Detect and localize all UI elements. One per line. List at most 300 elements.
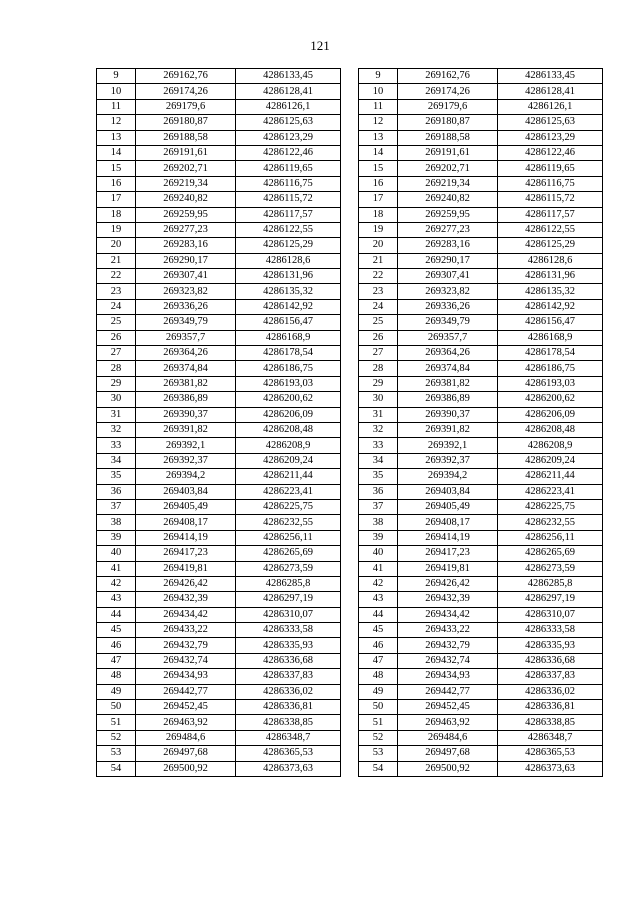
x-coordinate-cell: 269188,58 (136, 130, 236, 145)
table-row (359, 592, 603, 607)
point-number-cell: 34 (97, 453, 136, 468)
table-row (97, 192, 341, 207)
point-number-cell: 14 (97, 145, 136, 160)
point-number-cell: 52 (97, 730, 136, 745)
point-number-cell: 23 (97, 284, 136, 299)
x-coordinate-cell: 269408,17 (136, 515, 236, 530)
table-row (97, 376, 341, 391)
table-row (359, 238, 603, 253)
x-coordinate-cell: 269434,93 (398, 669, 498, 684)
table-row (97, 253, 341, 268)
point-number-cell: 11 (97, 99, 136, 114)
table-row (97, 222, 341, 237)
y-coordinate-cell: 4286208,9 (498, 438, 603, 453)
table-row (97, 592, 341, 607)
table-row (97, 561, 341, 576)
x-coordinate-cell: 269391,82 (398, 422, 498, 437)
y-coordinate-cell: 4286193,03 (236, 376, 341, 391)
point-number-cell: 54 (97, 761, 136, 776)
point-number-cell: 36 (97, 484, 136, 499)
x-coordinate-cell: 269202,71 (136, 161, 236, 176)
x-coordinate-cell: 269500,92 (136, 761, 236, 776)
x-coordinate-cell: 269432,39 (136, 592, 236, 607)
table-row (97, 346, 341, 361)
point-number-cell: 20 (359, 238, 398, 253)
y-coordinate-cell: 4286135,32 (498, 284, 603, 299)
table-row (359, 499, 603, 514)
table-row (97, 761, 341, 776)
y-coordinate-cell: 4286168,9 (236, 330, 341, 345)
x-coordinate-cell: 269433,22 (136, 623, 236, 638)
point-number-cell: 12 (97, 115, 136, 130)
y-coordinate-cell: 4286211,44 (236, 469, 341, 484)
point-number-cell: 12 (359, 115, 398, 130)
table-row (359, 192, 603, 207)
table-row (359, 715, 603, 730)
x-coordinate-cell: 269390,37 (136, 407, 236, 422)
table-row (97, 730, 341, 745)
point-number-cell: 19 (359, 222, 398, 237)
point-number-cell: 16 (97, 176, 136, 191)
x-coordinate-cell: 269202,71 (398, 161, 498, 176)
point-number-cell: 15 (97, 161, 136, 176)
point-number-cell: 45 (97, 623, 136, 638)
x-coordinate-cell: 269283,16 (398, 238, 498, 253)
point-number-cell: 32 (97, 422, 136, 437)
table-row (359, 561, 603, 576)
x-coordinate-cell: 269403,84 (398, 484, 498, 499)
x-coordinate-cell: 269419,81 (136, 561, 236, 576)
y-coordinate-cell: 4286115,72 (498, 192, 603, 207)
point-number-cell: 37 (97, 499, 136, 514)
y-coordinate-cell: 4286223,41 (236, 484, 341, 499)
y-coordinate-cell: 4286365,53 (236, 746, 341, 761)
table-row (97, 499, 341, 514)
table-row (359, 161, 603, 176)
table-row (97, 238, 341, 253)
table-row (97, 576, 341, 591)
y-coordinate-cell: 4286123,29 (498, 130, 603, 145)
y-coordinate-cell: 4286337,83 (498, 669, 603, 684)
x-coordinate-cell: 269442,77 (136, 684, 236, 699)
x-coordinate-cell: 269391,82 (136, 422, 236, 437)
y-coordinate-cell: 4286336,02 (498, 684, 603, 699)
point-number-cell: 47 (359, 653, 398, 668)
point-number-cell: 29 (359, 376, 398, 391)
point-number-cell: 14 (359, 145, 398, 160)
point-number-cell: 19 (97, 222, 136, 237)
x-coordinate-cell: 269180,87 (398, 115, 498, 130)
x-coordinate-cell: 269283,16 (136, 238, 236, 253)
x-coordinate-cell: 269484,6 (136, 730, 236, 745)
point-number-cell: 42 (359, 576, 398, 591)
point-number-cell: 28 (359, 361, 398, 376)
table-row (97, 623, 341, 638)
y-coordinate-cell: 4286122,46 (498, 145, 603, 160)
table-row (97, 607, 341, 622)
table-row (359, 222, 603, 237)
y-coordinate-cell: 4286126,1 (498, 99, 603, 114)
point-number-cell: 17 (359, 192, 398, 207)
point-number-cell: 43 (97, 592, 136, 607)
x-coordinate-cell: 269277,23 (136, 222, 236, 237)
point-number-cell: 21 (97, 253, 136, 268)
x-coordinate-cell: 269179,6 (398, 99, 498, 114)
x-coordinate-cell: 269414,19 (398, 530, 498, 545)
x-coordinate-cell: 269349,79 (136, 315, 236, 330)
y-coordinate-cell: 4286336,02 (236, 684, 341, 699)
point-number-cell: 13 (97, 130, 136, 145)
table-row (97, 469, 341, 484)
point-number-cell: 29 (97, 376, 136, 391)
x-coordinate-cell: 269191,61 (136, 145, 236, 160)
point-number-cell: 40 (359, 546, 398, 561)
y-coordinate-cell: 4286336,68 (498, 653, 603, 668)
point-number-cell: 54 (359, 761, 398, 776)
x-coordinate-cell: 269307,41 (136, 269, 236, 284)
y-coordinate-cell: 4286117,57 (236, 207, 341, 222)
x-coordinate-cell: 269426,42 (398, 576, 498, 591)
table-row (97, 715, 341, 730)
point-number-cell: 48 (359, 669, 398, 684)
y-coordinate-cell: 4286117,57 (498, 207, 603, 222)
point-number-cell: 16 (359, 176, 398, 191)
table-row (359, 469, 603, 484)
point-number-cell: 30 (359, 392, 398, 407)
point-number-cell: 24 (359, 299, 398, 314)
table-row (97, 130, 341, 145)
table-row (359, 484, 603, 499)
point-number-cell: 20 (97, 238, 136, 253)
x-coordinate-cell: 269219,34 (136, 176, 236, 191)
point-number-cell: 34 (359, 453, 398, 468)
x-coordinate-cell: 269179,6 (136, 99, 236, 114)
y-coordinate-cell: 4286115,72 (236, 192, 341, 207)
x-coordinate-cell: 269419,81 (398, 561, 498, 576)
table-row (359, 638, 603, 653)
point-number-cell: 43 (359, 592, 398, 607)
x-coordinate-cell: 269357,7 (398, 330, 498, 345)
y-coordinate-cell: 4286310,07 (498, 607, 603, 622)
table-row (97, 484, 341, 499)
table-row (359, 653, 603, 668)
point-number-cell: 31 (97, 407, 136, 422)
x-coordinate-cell: 269392,1 (398, 438, 498, 453)
y-coordinate-cell: 4286116,75 (236, 176, 341, 191)
x-coordinate-cell: 269374,84 (136, 361, 236, 376)
y-coordinate-cell: 4286122,55 (236, 222, 341, 237)
table-row (97, 145, 341, 160)
y-coordinate-cell: 4286336,81 (236, 700, 341, 715)
x-coordinate-cell: 269290,17 (136, 253, 236, 268)
table-row (359, 530, 603, 545)
point-number-cell: 26 (97, 330, 136, 345)
x-coordinate-cell: 269374,84 (398, 361, 498, 376)
x-coordinate-cell: 269432,79 (398, 638, 498, 653)
y-coordinate-cell: 4286131,96 (498, 269, 603, 284)
x-coordinate-cell: 269390,37 (398, 407, 498, 422)
x-coordinate-cell: 269162,76 (398, 69, 498, 84)
point-number-cell: 15 (359, 161, 398, 176)
table-row (359, 361, 603, 376)
x-coordinate-cell: 269349,79 (398, 315, 498, 330)
x-coordinate-cell: 269364,26 (136, 346, 236, 361)
table-row (359, 130, 603, 145)
table-row (359, 422, 603, 437)
coordinates-table-left (96, 68, 341, 777)
x-coordinate-cell: 269394,2 (398, 469, 498, 484)
table-row (359, 623, 603, 638)
x-coordinate-cell: 269386,89 (398, 392, 498, 407)
table-row (359, 376, 603, 391)
table-row (359, 69, 603, 84)
x-coordinate-cell: 269452,45 (398, 700, 498, 715)
point-number-cell: 40 (97, 546, 136, 561)
y-coordinate-cell: 4286208,9 (236, 438, 341, 453)
y-coordinate-cell: 4286186,75 (236, 361, 341, 376)
table-row (359, 269, 603, 284)
x-coordinate-cell: 269434,93 (136, 669, 236, 684)
y-coordinate-cell: 4286223,41 (498, 484, 603, 499)
point-number-cell: 27 (359, 346, 398, 361)
point-number-cell: 25 (359, 315, 398, 330)
x-coordinate-cell: 269500,92 (398, 761, 498, 776)
y-coordinate-cell: 4286128,41 (236, 84, 341, 99)
y-coordinate-cell: 4286131,96 (236, 269, 341, 284)
table-row (97, 438, 341, 453)
x-coordinate-cell: 269414,19 (136, 530, 236, 545)
table-row (359, 576, 603, 591)
coordinates-table-right-body (359, 69, 603, 777)
point-number-cell: 24 (97, 299, 136, 314)
table-row (97, 176, 341, 191)
y-coordinate-cell: 4286285,8 (498, 576, 603, 591)
table-row (359, 284, 603, 299)
y-coordinate-cell: 4286336,81 (498, 700, 603, 715)
point-number-cell: 28 (97, 361, 136, 376)
y-coordinate-cell: 4286273,59 (236, 561, 341, 576)
point-number-cell: 38 (359, 515, 398, 530)
table-row (97, 530, 341, 545)
point-number-cell: 30 (97, 392, 136, 407)
x-coordinate-cell: 269433,22 (398, 623, 498, 638)
point-number-cell: 31 (359, 407, 398, 422)
y-coordinate-cell: 4286348,7 (498, 730, 603, 745)
y-coordinate-cell: 4286297,19 (236, 592, 341, 607)
point-number-cell: 46 (359, 638, 398, 653)
point-number-cell: 9 (97, 69, 136, 84)
table-row (359, 669, 603, 684)
point-number-cell: 42 (97, 576, 136, 591)
point-number-cell: 35 (97, 469, 136, 484)
point-number-cell: 37 (359, 499, 398, 514)
y-coordinate-cell: 4286232,55 (498, 515, 603, 530)
page-number: 121 (310, 38, 330, 53)
point-number-cell: 49 (97, 684, 136, 699)
table-row (359, 299, 603, 314)
y-coordinate-cell: 4286156,47 (498, 315, 603, 330)
point-number-cell: 22 (359, 269, 398, 284)
point-number-cell: 9 (359, 69, 398, 84)
table-row (359, 407, 603, 422)
table-row (97, 684, 341, 699)
x-coordinate-cell: 269497,68 (398, 746, 498, 761)
point-number-cell: 17 (97, 192, 136, 207)
x-coordinate-cell: 269417,23 (398, 546, 498, 561)
table-row (359, 115, 603, 130)
x-coordinate-cell: 269432,74 (136, 653, 236, 668)
table-row (359, 700, 603, 715)
point-number-cell: 50 (97, 700, 136, 715)
point-number-cell: 52 (359, 730, 398, 745)
y-coordinate-cell: 4286142,92 (498, 299, 603, 314)
table-row (97, 99, 341, 114)
table-row (359, 99, 603, 114)
y-coordinate-cell: 4286193,03 (498, 376, 603, 391)
point-number-cell: 53 (359, 746, 398, 761)
y-coordinate-cell: 4286348,7 (236, 730, 341, 745)
y-coordinate-cell: 4286211,44 (498, 469, 603, 484)
x-coordinate-cell: 269188,58 (398, 130, 498, 145)
y-coordinate-cell: 4286333,58 (498, 623, 603, 638)
table-row (97, 69, 341, 84)
point-number-cell: 44 (359, 607, 398, 622)
point-number-cell: 46 (97, 638, 136, 653)
x-coordinate-cell: 269408,17 (398, 515, 498, 530)
x-coordinate-cell: 269392,37 (136, 453, 236, 468)
point-number-cell: 51 (359, 715, 398, 730)
y-coordinate-cell: 4286135,32 (236, 284, 341, 299)
table-row (359, 546, 603, 561)
point-number-cell: 22 (97, 269, 136, 284)
table-row (97, 207, 341, 222)
y-coordinate-cell: 4286285,8 (236, 576, 341, 591)
point-number-cell: 27 (97, 346, 136, 361)
x-coordinate-cell: 269259,95 (398, 207, 498, 222)
point-number-cell: 35 (359, 469, 398, 484)
x-coordinate-cell: 269381,82 (136, 376, 236, 391)
x-coordinate-cell: 269392,1 (136, 438, 236, 453)
table-row (359, 438, 603, 453)
y-coordinate-cell: 4286128,6 (498, 253, 603, 268)
coordinates-table-left-body (97, 69, 341, 777)
point-number-cell: 44 (97, 607, 136, 622)
y-coordinate-cell: 4286122,46 (236, 145, 341, 160)
point-number-cell: 33 (359, 438, 398, 453)
point-number-cell: 53 (97, 746, 136, 761)
table-row (97, 638, 341, 653)
x-coordinate-cell: 269432,39 (398, 592, 498, 607)
y-coordinate-cell: 4286168,9 (498, 330, 603, 345)
y-coordinate-cell: 4286337,83 (236, 669, 341, 684)
x-coordinate-cell: 269174,26 (136, 84, 236, 99)
x-coordinate-cell: 269277,23 (398, 222, 498, 237)
point-number-cell: 18 (359, 207, 398, 222)
x-coordinate-cell: 269162,76 (136, 69, 236, 84)
point-number-cell: 10 (97, 84, 136, 99)
table-row (359, 315, 603, 330)
y-coordinate-cell: 4286208,48 (236, 422, 341, 437)
y-coordinate-cell: 4286125,29 (236, 238, 341, 253)
table-row (359, 207, 603, 222)
table-row (97, 746, 341, 761)
x-coordinate-cell: 269174,26 (398, 84, 498, 99)
x-coordinate-cell: 269336,26 (136, 299, 236, 314)
point-number-cell: 21 (359, 253, 398, 268)
x-coordinate-cell: 269240,82 (398, 192, 498, 207)
x-coordinate-cell: 269323,82 (136, 284, 236, 299)
point-number-cell: 48 (97, 669, 136, 684)
y-coordinate-cell: 4286125,29 (498, 238, 603, 253)
x-coordinate-cell: 269357,7 (136, 330, 236, 345)
table-row (97, 669, 341, 684)
table-row (97, 700, 341, 715)
point-number-cell: 26 (359, 330, 398, 345)
point-number-cell: 49 (359, 684, 398, 699)
table-row (97, 269, 341, 284)
y-coordinate-cell: 4286206,09 (498, 407, 603, 422)
table-row (359, 453, 603, 468)
point-number-cell: 11 (359, 99, 398, 114)
y-coordinate-cell: 4286119,65 (236, 161, 341, 176)
x-coordinate-cell: 269259,95 (136, 207, 236, 222)
x-coordinate-cell: 269497,68 (136, 746, 236, 761)
point-number-cell: 32 (359, 422, 398, 437)
x-coordinate-cell: 269405,49 (136, 499, 236, 514)
y-coordinate-cell: 4286125,63 (498, 115, 603, 130)
x-coordinate-cell: 269364,26 (398, 346, 498, 361)
point-number-cell: 18 (97, 207, 136, 222)
table-row (97, 392, 341, 407)
y-coordinate-cell: 4286209,24 (236, 453, 341, 468)
y-coordinate-cell: 4286200,62 (498, 392, 603, 407)
y-coordinate-cell: 4286133,45 (236, 69, 341, 84)
x-coordinate-cell: 269394,2 (136, 469, 236, 484)
table-row (359, 746, 603, 761)
y-coordinate-cell: 4286142,92 (236, 299, 341, 314)
table-row (97, 315, 341, 330)
point-number-cell: 39 (359, 530, 398, 545)
x-coordinate-cell: 269386,89 (136, 392, 236, 407)
table-row (359, 607, 603, 622)
x-coordinate-cell: 269180,87 (136, 115, 236, 130)
table-row (97, 515, 341, 530)
point-number-cell: 41 (359, 561, 398, 576)
y-coordinate-cell: 4286265,69 (498, 546, 603, 561)
x-coordinate-cell: 269336,26 (398, 299, 498, 314)
table-row (359, 84, 603, 99)
table-row (359, 684, 603, 699)
y-coordinate-cell: 4286123,29 (236, 130, 341, 145)
x-coordinate-cell: 269240,82 (136, 192, 236, 207)
point-number-cell: 13 (359, 130, 398, 145)
y-coordinate-cell: 4286338,85 (498, 715, 603, 730)
point-number-cell: 51 (97, 715, 136, 730)
y-coordinate-cell: 4286335,93 (236, 638, 341, 653)
x-coordinate-cell: 269403,84 (136, 484, 236, 499)
y-coordinate-cell: 4286119,65 (498, 161, 603, 176)
table-row (359, 176, 603, 191)
point-number-cell: 45 (359, 623, 398, 638)
x-coordinate-cell: 269417,23 (136, 546, 236, 561)
point-number-cell: 41 (97, 561, 136, 576)
table-row (359, 346, 603, 361)
x-coordinate-cell: 269432,79 (136, 638, 236, 653)
x-coordinate-cell: 269405,49 (398, 499, 498, 514)
table-row (97, 330, 341, 345)
y-coordinate-cell: 4286232,55 (236, 515, 341, 530)
y-coordinate-cell: 4286373,63 (498, 761, 603, 776)
